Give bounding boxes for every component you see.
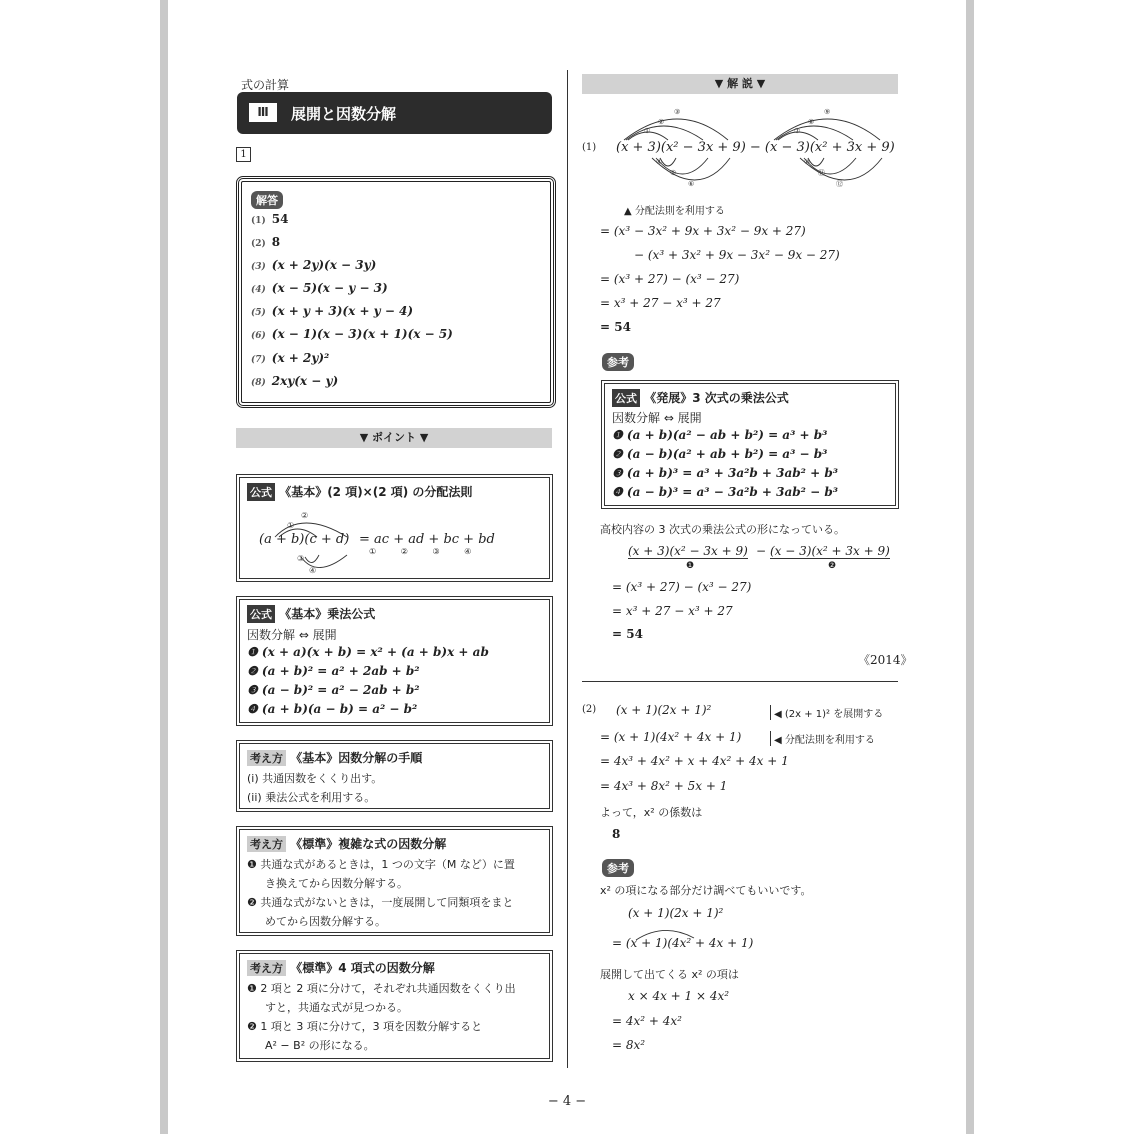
text-line: ⑤: [670, 169, 677, 177]
formula-tag: 公式: [247, 483, 275, 501]
text-line: (1): [251, 216, 266, 226]
text-line: ④: [656, 158, 663, 166]
text-line: −: [756, 544, 767, 558]
text-line: = (x³ + 27) − (x³ − 27): [600, 272, 740, 286]
page-left-edge: [160, 0, 168, 1134]
text-line: ◀ (2x + 1)² を展開する: [770, 705, 883, 720]
text-line: (4): [251, 285, 266, 295]
text-line: ⑦: [794, 127, 801, 135]
text-line: 因数分解 ⇔ 展開: [612, 411, 702, 425]
text-line: ◀ 分配法則を利用する: [770, 731, 875, 746]
column-divider: [567, 70, 568, 1068]
section-banner: [237, 92, 552, 134]
text-line: (ii) 乗法公式を利用する。: [247, 791, 376, 804]
text-line: 考え方: [247, 960, 286, 976]
formula-line: ❷ (a + b)² = a² + 2ab + b²: [247, 664, 420, 678]
text-line: ❷ (a − b)(a² + ab + b²) = a³ − b³: [612, 447, 828, 461]
text-line: 考え方: [247, 836, 286, 852]
reference-tag: 参考: [602, 859, 634, 877]
text-line: (x + 1)(2x + 1)²: [628, 906, 724, 920]
text-line: = 54: [600, 320, 631, 334]
text-line: (5): [251, 308, 266, 318]
text-line: A² − B² の形になる。: [265, 1039, 375, 1052]
note: ▲ 分配法則を利用する: [624, 206, 725, 217]
formula-subtitle: 因数分解 ⇔ 展開: [247, 628, 337, 642]
text-line: ⑨: [824, 108, 831, 116]
text-line: 《標準》4 項式の因数分解: [290, 961, 435, 975]
answer-tag: 解答: [251, 191, 283, 209]
text-line: ④: [309, 566, 317, 575]
text-line: ❶ 共通な式があるときは，1 つの文字（M など）に置: [247, 858, 515, 871]
text-line: ③: [297, 554, 305, 563]
text-line: 《標準》複雑な式の因数分解: [290, 837, 447, 851]
text-line: ⑫: [836, 180, 843, 188]
text-line: = 4x² + 4x²: [612, 1014, 682, 1028]
text-line: ③: [674, 108, 681, 116]
page-right-edge: [966, 0, 974, 1134]
answer-item: [251, 374, 338, 388]
text-line: ❶ (a + b)(a² − ab + b²) = a³ + b³: [612, 428, 828, 442]
text-line: めてから因数分解する。: [265, 915, 386, 928]
text-line: ②: [658, 118, 665, 126]
text-line: ❸ (a + b)³ = a³ + 3a²b + 3ab² + b³: [612, 466, 838, 480]
text-line: ⑪: [818, 169, 825, 177]
approach-box-complex: [236, 826, 553, 936]
text-line: 《発展》3 次式の乗法公式: [644, 391, 789, 405]
text-line: ❶ 2 項と 2 項に分けて，それぞれ共通因数をくくり出: [247, 982, 516, 995]
text-line: ②: [301, 511, 309, 520]
text-line: = (x + 1)(4x² + 4x + 1): [612, 936, 754, 950]
text-line: (x − 5)(x − y − 3): [271, 281, 388, 295]
section-title: 展開と因数分解: [291, 105, 397, 123]
text-line: (x − 1)(x − 3)(x + 1)(x − 5): [271, 327, 453, 341]
text-line: ①: [644, 127, 651, 135]
problem-expression: (x + 3)(x² − 3x + 9) − (x − 3)(x² + 3x + 9): [616, 140, 895, 155]
text-line: = (x³ − 3x² + 9x + 3x² − 9x + 27): [600, 224, 806, 238]
distributive-lhs: (a + b)(c + d): [259, 532, 350, 547]
text-line: すと，共通な式が見つかる。: [265, 1001, 408, 1014]
text-line: (3): [251, 262, 266, 272]
text-line: 公式: [612, 389, 640, 407]
answer-box: [236, 176, 556, 408]
breadcrumb: 式の計算: [241, 78, 290, 92]
text-line: 8: [271, 235, 281, 249]
explain-header: ▼ 解 説 ▼: [582, 74, 898, 94]
formula-title: 《基本》乗法公式: [279, 607, 376, 621]
answer-item: [251, 281, 388, 295]
problem-number: (2): [582, 704, 597, 715]
answer-item: [251, 258, 376, 272]
text-line: (x + 2y)²: [271, 351, 330, 365]
text-line: = 8x²: [612, 1038, 646, 1052]
approach-box-basic: [236, 740, 553, 812]
text-line: (7): [251, 355, 266, 365]
answer-item: [251, 304, 413, 318]
text-line: 54: [271, 212, 289, 226]
answer-item: [251, 212, 288, 226]
text-line: (x + 3)(x² − 3x + 9): [628, 544, 748, 558]
answer-item: [251, 351, 329, 365]
text-line: ⑧: [808, 118, 815, 126]
problem-number: (1): [582, 142, 597, 153]
answer-item: [251, 327, 453, 341]
text-line: 《基本》因数分解の手順: [290, 751, 423, 765]
text-line: (x − 3)(x² + 3x + 9): [770, 544, 890, 558]
formula-title: 《基本》(2 項)×(2 項) の分配法則: [279, 485, 473, 499]
text-line: = (x + 1)(4x² + 4x + 1): [600, 730, 742, 744]
text-line: 2xy(x − y): [271, 374, 339, 388]
text-line: (i) 共通因数をくくり出す。: [247, 772, 383, 785]
text-line: 考え方: [247, 750, 286, 766]
text-line: = x³ + 27 − x³ + 27: [612, 604, 733, 618]
text-line: (6): [251, 331, 266, 341]
answer-item: [251, 235, 280, 249]
point-header: ▼ ポイント ▼: [236, 428, 552, 448]
text-line: 8: [612, 827, 621, 841]
text-line: ❷ 共通な式がないときは，一度展開して同類項をまと: [247, 896, 514, 909]
page-number: − 4 −: [547, 1094, 587, 1109]
text-line: ③: [432, 547, 440, 556]
text-line: 高校内容の 3 次式の乗法公式の形になっている。: [600, 523, 845, 536]
year-label: 《2014》: [858, 653, 913, 667]
text-line: よって，x² の係数は: [600, 806, 703, 819]
text-line: 展開して出てくる x² の項は: [600, 968, 739, 981]
text-line: ⑩: [804, 158, 811, 166]
formula-line: ❹ (a + b)(a − b) = a² − b²: [247, 702, 418, 716]
text-line: (8): [251, 378, 266, 388]
formula-line: ❶ (x + a)(x + b) = x² + (a + b)x + ab: [247, 645, 489, 659]
formula-tag: 公式: [247, 605, 275, 623]
text-line: ❹ (a − b)³ = a³ − 3a²b + 3ab² − b³: [612, 485, 838, 499]
text-line: = x³ + 27 − x³ + 27: [600, 296, 721, 310]
text-line: (2): [251, 239, 266, 249]
section-number: Ⅲ: [249, 103, 277, 122]
text-line: x² の項になる部分だけ調べてもいいです。: [600, 884, 812, 897]
text-line: x × 4x + 1 × 4x²: [628, 989, 730, 1003]
text-line: ❷: [828, 561, 837, 571]
approach-box-four-terms: [236, 950, 553, 1062]
reference-tag: 参考: [602, 353, 634, 371]
text-line: ①: [369, 547, 377, 556]
text-line: ②: [400, 547, 408, 556]
text-line: ❷ 1 項と 3 項に分けて，3 項を因数分解すると: [247, 1020, 483, 1033]
question-number: 1: [236, 147, 251, 162]
text-line: ①: [287, 521, 295, 530]
formula-box-distributive: [236, 474, 553, 582]
formula-box-multiplication: [236, 596, 553, 726]
formula-line: ❸ (a − b)² = a² − 2ab + b²: [247, 683, 420, 697]
text-line: ④: [464, 547, 472, 556]
formula-box-cubic: [601, 380, 899, 509]
text-line: (x + 1)(2x + 1)²: [616, 703, 712, 717]
text-line: = (x³ + 27) − (x³ − 27): [612, 580, 752, 594]
text-line: − (x³ + 3x² + 9x − 3x² − 9x − 27): [634, 248, 840, 262]
text-line: (x + 2y)(x − 3y): [271, 258, 377, 272]
text-line: = 54: [612, 627, 643, 641]
text-line: き換えてから因数分解する。: [265, 877, 408, 890]
text-line: ⑥: [688, 180, 695, 188]
text-line: (x + y + 3)(x + y − 4): [271, 304, 414, 318]
text-line: = 4x³ + 8x² + 5x + 1: [600, 779, 728, 793]
text-line: ❶: [686, 561, 695, 571]
text-line: = 4x³ + 4x² + x + 4x² + 4x + 1: [600, 754, 789, 768]
distributive-rhs: = ac + ad + bc + bd: [359, 532, 495, 547]
section-divider: [582, 681, 898, 682]
